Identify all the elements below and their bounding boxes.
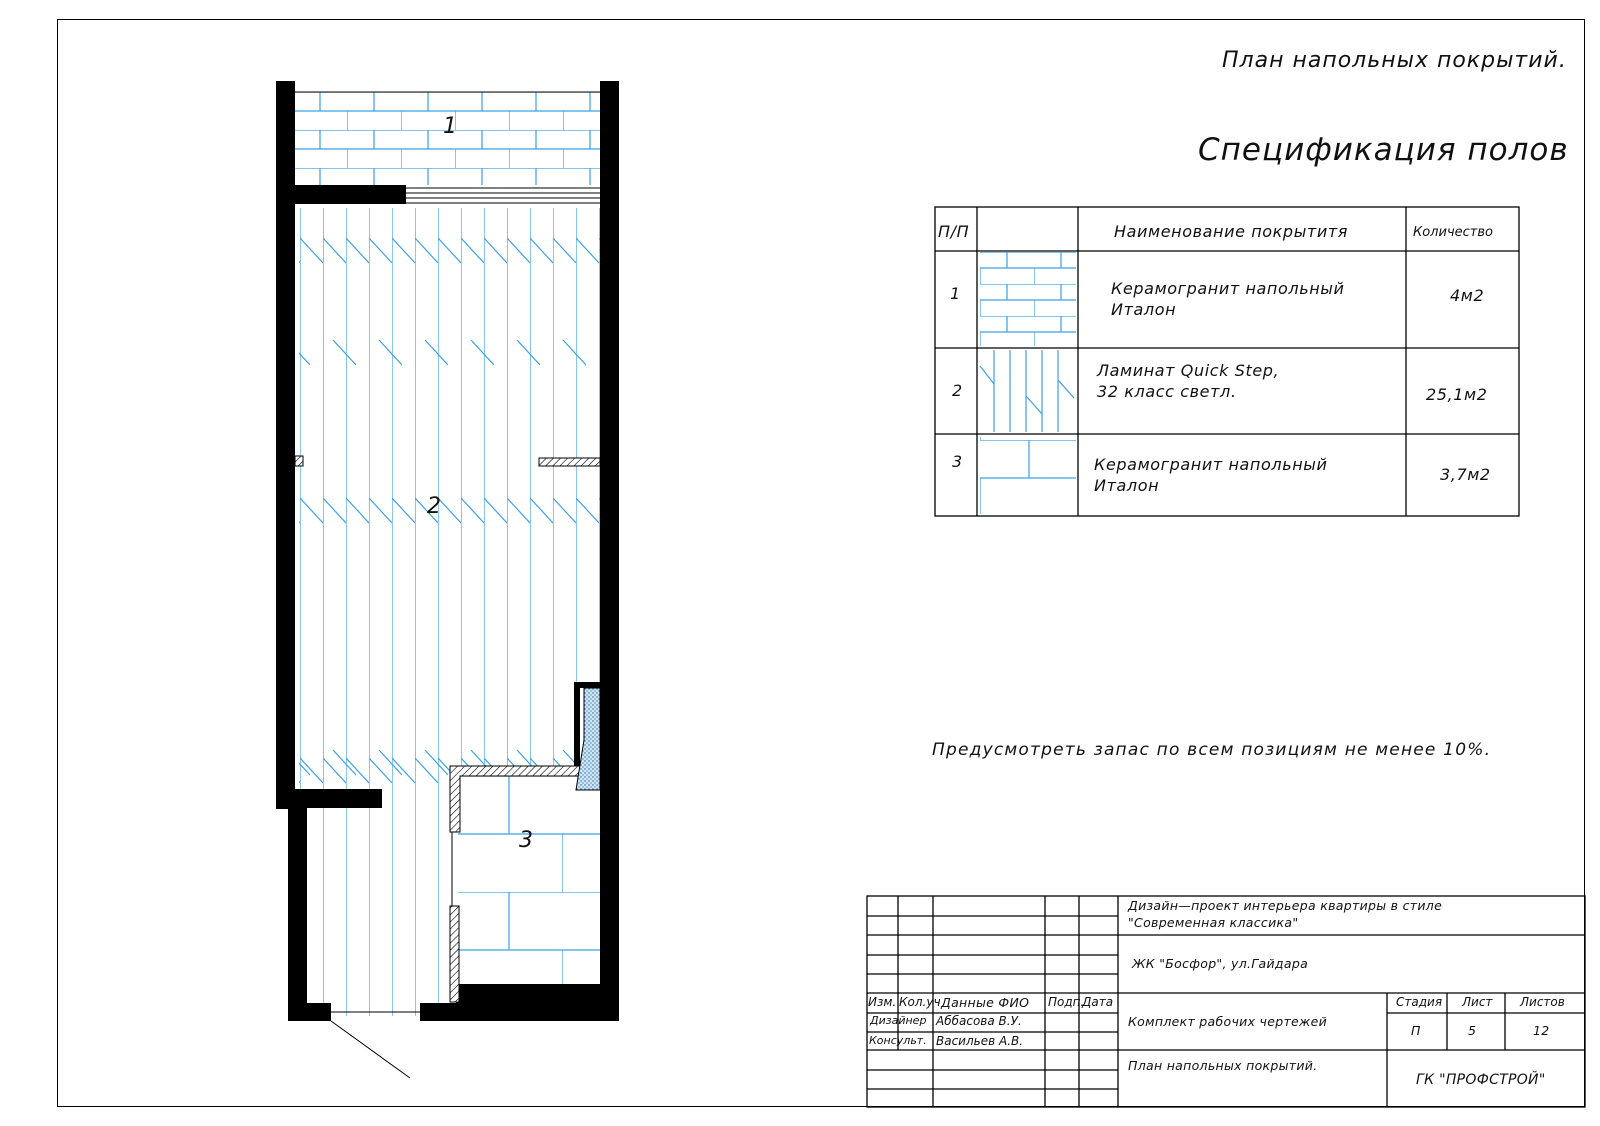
swatch-laminate — [980, 350, 1074, 432]
room-number-2: 2 — [427, 494, 441, 519]
tb-col-data: Дата — [1082, 995, 1114, 1009]
spec-row3-qty: 3,7м2 — [1440, 465, 1491, 484]
tb-sheets-label: Листов — [1520, 995, 1565, 1009]
room-number-1: 1 — [443, 114, 457, 139]
spec-row1-qty: 4м2 — [1450, 286, 1485, 305]
reserve-note: Предусмотреть запас по всем позициям не менее 10%. — [932, 740, 1492, 760]
spec-header-name: Наименование покрытитя — [1114, 222, 1348, 241]
tb-sheet-name: План напольных покрытий. — [1128, 1058, 1318, 1073]
project-address: ЖК "Босфор", ул.Гайдара — [1132, 956, 1309, 971]
spec-row3-num: 3 — [952, 452, 963, 471]
spec-title: Спецификация полов — [1198, 132, 1569, 168]
spec-header-num: П/П — [938, 222, 970, 241]
spec-row3-name2: Италон — [1094, 476, 1160, 495]
spec-row2-name1: Ламинат Quick Step, — [1097, 361, 1280, 380]
spec-row1-name1: Керамогранит напольный — [1111, 279, 1345, 298]
plan-title: План напольных покрытий. — [1222, 48, 1567, 73]
project-title-line2: "Современная классика" — [1128, 915, 1299, 930]
tb-sheets-total: 12 — [1533, 1023, 1550, 1038]
tb-role-designer: Дизайнер — [870, 1014, 927, 1027]
tb-name-designer: Аббасова В.У. — [936, 1014, 1022, 1028]
tb-stage: П — [1411, 1023, 1421, 1038]
tb-sheet-no: 5 — [1468, 1023, 1477, 1038]
spec-row1-num: 1 — [950, 284, 961, 303]
tb-set-name: Комплект рабочих чертежей — [1128, 1014, 1327, 1029]
room3-tile-fill — [458, 776, 600, 984]
spec-row3-name1: Керамогранит напольный — [1094, 455, 1328, 474]
spec-row2-name2: 32 класс светл. — [1097, 382, 1237, 401]
tb-col-fio: Данные ФИО — [941, 995, 1030, 1010]
tb-role-consultant: Консульт. — [869, 1034, 927, 1047]
spec-row2-qty: 25,1м2 — [1426, 385, 1488, 404]
spec-header-qty: Количество — [1413, 225, 1493, 240]
tb-col-koluch: Кол.уч — [899, 995, 941, 1009]
tb-stage-label: Стадия — [1396, 995, 1443, 1009]
tb-name-consultant: Васильев А.В. — [936, 1034, 1024, 1048]
tb-company: ГК "ПРОФСТРОЙ" — [1416, 1072, 1546, 1088]
spec-row1-name2: Италон — [1111, 300, 1177, 319]
room-number-3: 3 — [519, 828, 533, 853]
project-title-line1: Дизайн—проект интерьера квартиры в стиле — [1128, 898, 1443, 913]
tb-sheet-label: Лист — [1462, 995, 1493, 1009]
swatch-ceramic-large — [980, 437, 1076, 514]
spec-row2-num: 2 — [952, 381, 963, 400]
tb-col-podp: Подп. — [1048, 995, 1085, 1009]
tb-col-izm: Изм. — [868, 995, 897, 1009]
swatch-ceramic-small — [980, 252, 1076, 346]
